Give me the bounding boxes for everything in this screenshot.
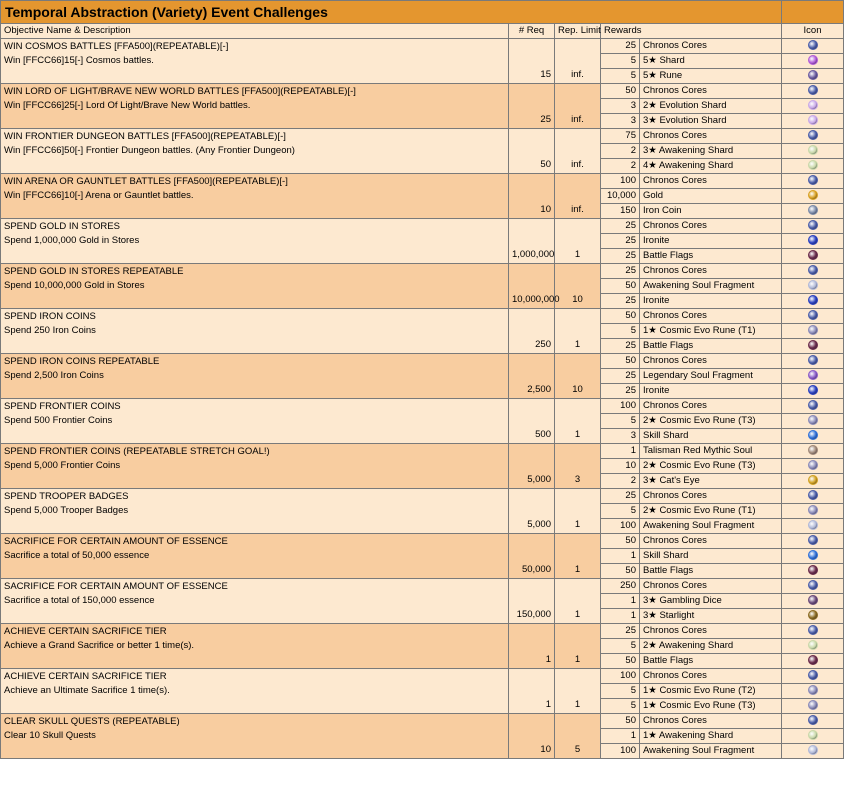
reward-item: 1★ Cosmic Evo Rune (T3)	[640, 699, 782, 714]
rep-limit-value: inf.	[555, 174, 601, 219]
reward-amount: 5	[601, 699, 640, 714]
objective-name: SPEND IRON COINS	[4, 311, 96, 322]
req-value: 1	[509, 669, 555, 714]
reward-icon-cell	[782, 639, 844, 654]
reward-item: Chronos Cores	[640, 399, 782, 414]
rep-limit-value: 10	[555, 264, 601, 309]
skill-shard-icon	[808, 550, 818, 560]
challenge-row	[1, 174, 844, 189]
cats-eye-icon	[808, 475, 818, 485]
rep-limit-value: 3	[555, 444, 601, 489]
ironite-icon	[808, 385, 818, 395]
objective-cell	[1, 714, 509, 759]
rep-limit-value: 1	[555, 399, 601, 444]
reward-amount: 1	[601, 729, 640, 744]
rep-limit-value: 5	[555, 714, 601, 759]
reward-item: Ironite	[640, 384, 782, 399]
req-value: 10,000,000	[509, 264, 555, 309]
reward-item: Chronos Cores	[640, 129, 782, 144]
objective-description: Spend 5,000 Frontier Coins	[4, 460, 121, 471]
cosmic-evo-rune-icon	[808, 325, 818, 335]
objective-name: CLEAR SKULL QUESTS (REPEATABLE)	[4, 716, 180, 727]
reward-icon-cell	[782, 144, 844, 159]
soul-fragment-icon	[808, 520, 818, 530]
reward-item: 2★ Cosmic Evo Rune (T1)	[640, 504, 782, 519]
reward-icon-cell	[782, 279, 844, 294]
req-value: 5,000	[509, 489, 555, 534]
reward-amount: 25	[601, 489, 640, 504]
reward-amount: 50	[601, 714, 640, 729]
header-rep-limit: Rep. Limit	[555, 24, 601, 39]
reward-item: Iron Coin	[640, 204, 782, 219]
battle-flags-icon	[808, 250, 818, 260]
soul-fragment-icon	[808, 280, 818, 290]
reward-item: Chronos Cores	[640, 489, 782, 504]
reward-icon-cell	[782, 324, 844, 339]
chronos-cores-icon	[808, 40, 818, 50]
reward-amount: 100	[601, 519, 640, 534]
reward-amount: 5	[601, 684, 640, 699]
objective-description: Sacrifice a total of 150,000 essence	[4, 595, 155, 606]
objective-cell	[1, 489, 509, 534]
challenge-row	[1, 399, 844, 414]
challenge-row	[1, 84, 844, 99]
reward-item: 3★ Evolution Shard	[640, 114, 782, 129]
reward-icon-cell	[782, 309, 844, 324]
challenge-row	[1, 579, 844, 594]
reward-amount: 25	[601, 294, 640, 309]
reward-item: 3★ Cat's Eye	[640, 474, 782, 489]
cosmic-evo-rune-icon	[808, 700, 818, 710]
reward-item: 1★ Awakening Shard	[640, 729, 782, 744]
soul-fragment-icon	[808, 745, 818, 755]
reward-icon-cell	[782, 99, 844, 114]
reward-icon-cell	[782, 174, 844, 189]
req-value: 250	[509, 309, 555, 354]
reward-item: 5★ Rune	[640, 69, 782, 84]
iron-coin-icon	[808, 205, 818, 215]
awakening-shard-icon	[808, 145, 818, 155]
challenge-row	[1, 354, 844, 369]
reward-item: Chronos Cores	[640, 39, 782, 54]
talisman-icon	[808, 445, 818, 455]
reward-amount: 5	[601, 324, 640, 339]
objective-description: Spend 2,500 Iron Coins	[4, 370, 104, 381]
reward-amount: 2	[601, 144, 640, 159]
reward-icon-cell	[782, 234, 844, 249]
chronos-cores-icon	[808, 85, 818, 95]
objective-description: Spend 1,000,000 Gold in Stores	[4, 235, 140, 246]
reward-item: Battle Flags	[640, 654, 782, 669]
reward-item: 4★ Awakening Shard	[640, 159, 782, 174]
challenge-row	[1, 129, 844, 144]
req-value: 1,000,000	[509, 219, 555, 264]
reward-item: Ironite	[640, 234, 782, 249]
reward-amount: 5	[601, 54, 640, 69]
reward-item: Chronos Cores	[640, 219, 782, 234]
objective-name: SPEND GOLD IN STORES	[4, 221, 120, 232]
battle-flags-icon	[808, 655, 818, 665]
reward-icon-cell	[782, 54, 844, 69]
reward-amount: 150	[601, 204, 640, 219]
reward-icon-cell	[782, 264, 844, 279]
reward-item: Chronos Cores	[640, 534, 782, 549]
header-row	[1, 24, 844, 39]
objective-description: Win [FFCC66]15[-] Cosmos battles.	[4, 55, 154, 66]
reward-icon-cell	[782, 39, 844, 54]
reward-amount: 2	[601, 474, 640, 489]
rep-limit-value: 1	[555, 489, 601, 534]
reward-amount: 1	[601, 609, 640, 624]
objective-name: ACHIEVE CERTAIN SACRIFICE TIER	[4, 626, 167, 637]
cosmic-evo-rune-icon	[808, 685, 818, 695]
legendary-soul-fragment-icon	[808, 370, 818, 380]
objective-cell	[1, 579, 509, 624]
ironite-icon	[808, 295, 818, 305]
reward-amount: 100	[601, 669, 640, 684]
objective-cell	[1, 39, 509, 84]
chronos-cores-icon	[808, 130, 818, 140]
objective-name: SPEND GOLD IN STORES REPEATABLE	[4, 266, 184, 277]
rep-limit-value: 1	[555, 219, 601, 264]
reward-icon-cell	[782, 459, 844, 474]
objective-description: Win [FFCC66]25[-] Lord Of Light/Brave New World battles.	[4, 100, 251, 111]
reward-item: 3★ Awakening Shard	[640, 144, 782, 159]
challenge-row	[1, 309, 844, 324]
reward-item: Chronos Cores	[640, 624, 782, 639]
reward-item: Chronos Cores	[640, 714, 782, 729]
reward-item: Chronos Cores	[640, 579, 782, 594]
reward-icon-cell	[782, 684, 844, 699]
reward-amount: 10,000	[601, 189, 640, 204]
challenge-row	[1, 534, 844, 549]
reward-icon-cell	[782, 534, 844, 549]
reward-amount: 100	[601, 744, 640, 759]
reward-amount: 5	[601, 639, 640, 654]
objective-cell	[1, 399, 509, 444]
objective-name: WIN FRONTIER DUNGEON BATTLES [FFA500](REPEATABLE)[-]	[4, 131, 286, 142]
reward-item: 3★ Starlight	[640, 609, 782, 624]
reward-item: Legendary Soul Fragment	[640, 369, 782, 384]
req-value: 10	[509, 174, 555, 219]
objective-cell	[1, 309, 509, 354]
objective-name: SPEND TROOPER BADGES	[4, 491, 129, 502]
objective-description: Achieve a Grand Sacrifice or better 1 time(s).	[4, 640, 195, 651]
reward-amount: 25	[601, 369, 640, 384]
objective-cell	[1, 264, 509, 309]
reward-icon-cell	[782, 114, 844, 129]
objective-cell	[1, 219, 509, 264]
objective-description: Spend 500 Frontier Coins	[4, 415, 113, 426]
reward-amount: 50	[601, 354, 640, 369]
reward-item: Gold	[640, 189, 782, 204]
reward-amount: 25	[601, 339, 640, 354]
chronos-cores-icon	[808, 400, 818, 410]
reward-item: Skill Shard	[640, 429, 782, 444]
reward-amount: 50	[601, 534, 640, 549]
reward-icon-cell	[782, 714, 844, 729]
battle-flags-icon	[808, 565, 818, 575]
reward-amount: 3	[601, 114, 640, 129]
awakening-shard-icon	[808, 730, 818, 740]
reward-icon-cell	[782, 474, 844, 489]
req-value: 5,000	[509, 444, 555, 489]
awakening-shard-icon	[808, 640, 818, 650]
reward-icon-cell	[782, 699, 844, 714]
reward-amount: 25	[601, 264, 640, 279]
reward-icon-cell	[782, 339, 844, 354]
objective-cell	[1, 174, 509, 219]
reward-icon-cell	[782, 504, 844, 519]
reward-amount: 3	[601, 99, 640, 114]
reward-amount: 25	[601, 219, 640, 234]
sheet-title: Temporal Abstraction (Variety) Event Challenges	[1, 1, 782, 24]
reward-icon-cell	[782, 354, 844, 369]
evolution-shard-icon	[808, 115, 818, 125]
chronos-cores-icon	[808, 220, 818, 230]
reward-icon-cell	[782, 444, 844, 459]
reward-icon-cell	[782, 729, 844, 744]
rep-limit-value: inf.	[555, 129, 601, 174]
reward-icon-cell	[782, 69, 844, 84]
battle-flags-icon	[808, 340, 818, 350]
awakening-shard-icon	[808, 160, 818, 170]
req-value: 1	[509, 624, 555, 669]
reward-item: Battle Flags	[640, 249, 782, 264]
reward-icon-cell	[782, 219, 844, 234]
reward-item: 2★ Cosmic Evo Rune (T3)	[640, 459, 782, 474]
objective-cell	[1, 84, 509, 129]
reward-amount: 5	[601, 504, 640, 519]
reward-icon-cell	[782, 609, 844, 624]
cosmic-evo-rune-icon	[808, 505, 818, 515]
reward-item: Chronos Cores	[640, 84, 782, 99]
reward-icon-cell	[782, 669, 844, 684]
objective-name: WIN LORD OF LIGHT/BRAVE NEW WORLD BATTLES [FFA500](REPEATABLE)[-]	[4, 86, 356, 97]
rep-limit-value: 1	[555, 534, 601, 579]
chronos-cores-icon	[808, 625, 818, 635]
objective-description: Spend 10,000,000 Gold in Stores	[4, 280, 145, 291]
reward-amount: 10	[601, 459, 640, 474]
reward-amount: 250	[601, 579, 640, 594]
req-value: 25	[509, 84, 555, 129]
chronos-cores-icon	[808, 175, 818, 185]
reward-amount: 50	[601, 654, 640, 669]
reward-item: Chronos Cores	[640, 309, 782, 324]
chronos-cores-icon	[808, 715, 818, 725]
reward-icon-cell	[782, 249, 844, 264]
reward-item: Battle Flags	[640, 564, 782, 579]
challenge-row	[1, 444, 844, 459]
chronos-cores-icon	[808, 265, 818, 275]
reward-icon-cell	[782, 384, 844, 399]
rep-limit-value: inf.	[555, 39, 601, 84]
objective-description: Win [FFCC66]10[-] Arena or Gauntlet battles.	[4, 190, 194, 201]
gambling-dice-icon	[808, 595, 818, 605]
challenge-row	[1, 219, 844, 234]
reward-amount: 25	[601, 249, 640, 264]
reward-icon-cell	[782, 204, 844, 219]
objective-name: SACRIFICE FOR CERTAIN AMOUNT OF ESSENCE	[4, 536, 228, 547]
rep-limit-value: 10	[555, 354, 601, 399]
gold-icon	[808, 190, 818, 200]
rep-limit-value: 1	[555, 309, 601, 354]
reward-item: Awakening Soul Fragment	[640, 519, 782, 534]
reward-icon-cell	[782, 414, 844, 429]
title-spacer	[782, 1, 844, 24]
req-value: 50	[509, 129, 555, 174]
req-value: 500	[509, 399, 555, 444]
challenge-row	[1, 714, 844, 729]
reward-amount: 75	[601, 129, 640, 144]
reward-item: 1★ Cosmic Evo Rune (T2)	[640, 684, 782, 699]
objective-cell	[1, 354, 509, 399]
reward-item: 3★ Gambling Dice	[640, 594, 782, 609]
reward-amount: 100	[601, 399, 640, 414]
chronos-cores-icon	[808, 670, 818, 680]
reward-item: Chronos Cores	[640, 354, 782, 369]
challenge-row	[1, 669, 844, 684]
header-icon: Icon	[782, 24, 844, 39]
reward-icon-cell	[782, 519, 844, 534]
objective-description: Sacrifice a total of 50,000 essence	[4, 550, 150, 561]
chronos-cores-icon	[808, 580, 818, 590]
reward-amount: 100	[601, 174, 640, 189]
reward-amount: 1	[601, 549, 640, 564]
reward-icon-cell	[782, 129, 844, 144]
reward-amount: 2	[601, 159, 640, 174]
reward-item: 2★ Awakening Shard	[640, 639, 782, 654]
reward-amount: 3	[601, 429, 640, 444]
shard-icon	[808, 55, 818, 65]
cosmic-evo-rune-icon	[808, 460, 818, 470]
reward-amount: 50	[601, 84, 640, 99]
cosmic-evo-rune-icon	[808, 415, 818, 425]
challenge-row	[1, 264, 844, 279]
req-value: 150,000	[509, 579, 555, 624]
reward-icon-cell	[782, 189, 844, 204]
reward-item: Chronos Cores	[640, 669, 782, 684]
reward-icon-cell	[782, 429, 844, 444]
reward-amount: 1	[601, 594, 640, 609]
reward-amount: 50	[601, 564, 640, 579]
objective-description: Spend 5,000 Trooper Badges	[4, 505, 129, 516]
evolution-shard-icon	[808, 100, 818, 110]
objective-description: Achieve an Ultimate Sacrifice 1 time(s).	[4, 685, 170, 696]
chronos-cores-icon	[808, 535, 818, 545]
starlight-icon	[808, 610, 818, 620]
reward-item: 1★ Cosmic Evo Rune (T1)	[640, 324, 782, 339]
objective-cell	[1, 444, 509, 489]
reward-icon-cell	[782, 159, 844, 174]
chronos-cores-icon	[808, 310, 818, 320]
req-value: 50,000	[509, 534, 555, 579]
reward-item: Awakening Soul Fragment	[640, 744, 782, 759]
header-req: # Req	[509, 24, 555, 39]
rep-limit-value: 1	[555, 669, 601, 714]
title-row	[1, 1, 844, 24]
reward-icon-cell	[782, 594, 844, 609]
challenge-row	[1, 624, 844, 639]
reward-amount: 25	[601, 384, 640, 399]
reward-item: Chronos Cores	[640, 264, 782, 279]
objective-name: WIN ARENA OR GAUNTLET BATTLES [FFA500](REPEATABLE)[-]	[4, 176, 288, 187]
reward-item: Battle Flags	[640, 339, 782, 354]
reward-icon-cell	[782, 579, 844, 594]
reward-icon-cell	[782, 564, 844, 579]
reward-amount: 50	[601, 309, 640, 324]
objective-name: SACRIFICE FOR CERTAIN AMOUNT OF ESSENCE	[4, 581, 228, 592]
reward-amount: 5	[601, 414, 640, 429]
rep-limit-value: inf.	[555, 84, 601, 129]
objective-cell	[1, 129, 509, 174]
reward-icon-cell	[782, 294, 844, 309]
objective-name: SPEND FRONTIER COINS	[4, 401, 121, 412]
reward-item: 2★ Evolution Shard	[640, 99, 782, 114]
objective-cell	[1, 624, 509, 669]
challenge-row	[1, 489, 844, 504]
objective-name: SPEND IRON COINS REPEATABLE	[4, 356, 160, 367]
objective-name: WIN COSMOS BATTLES [FFA500](REPEATABLE)[-]	[4, 41, 229, 52]
objective-name: ACHIEVE CERTAIN SACRIFICE TIER	[4, 671, 167, 682]
reward-item: Ironite	[640, 294, 782, 309]
header-rewards: Rewards	[601, 24, 782, 39]
objective-cell	[1, 534, 509, 579]
reward-icon-cell	[782, 744, 844, 759]
objective-description: Win [FFCC66]50[-] Frontier Dungeon battles. (Any Frontier Dungeon)	[4, 145, 295, 156]
reward-icon-cell	[782, 369, 844, 384]
challenge-row	[1, 39, 844, 54]
req-value: 2,500	[509, 354, 555, 399]
reward-amount: 5	[601, 69, 640, 84]
reward-item: 2★ Cosmic Evo Rune (T3)	[640, 414, 782, 429]
req-value: 15	[509, 39, 555, 84]
chronos-cores-icon	[808, 490, 818, 500]
reward-item: Awakening Soul Fragment	[640, 279, 782, 294]
reward-icon-cell	[782, 654, 844, 669]
req-value: 10	[509, 714, 555, 759]
reward-amount: 25	[601, 234, 640, 249]
reward-icon-cell	[782, 549, 844, 564]
rep-limit-value: 1	[555, 624, 601, 669]
objective-cell	[1, 669, 509, 714]
skill-shard-icon	[808, 430, 818, 440]
reward-item: Talisman Red Mythic Soul	[640, 444, 782, 459]
header-objective: Objective Name & Description	[1, 24, 509, 39]
reward-item: Skill Shard	[640, 549, 782, 564]
reward-amount: 1	[601, 444, 640, 459]
objective-description: Spend 250 Iron Coins	[4, 325, 96, 336]
rep-limit-value: 1	[555, 579, 601, 624]
reward-item: Chronos Cores	[640, 174, 782, 189]
reward-icon-cell	[782, 84, 844, 99]
chronos-cores-icon	[808, 355, 818, 365]
objective-description: Clear 10 Skull Quests	[4, 730, 96, 741]
reward-icon-cell	[782, 489, 844, 504]
rune-icon	[808, 70, 818, 80]
reward-item: 5★ Shard	[640, 54, 782, 69]
reward-icon-cell	[782, 624, 844, 639]
reward-amount: 50	[601, 279, 640, 294]
reward-icon-cell	[782, 399, 844, 414]
ironite-icon	[808, 235, 818, 245]
reward-amount: 25	[601, 624, 640, 639]
objective-name: SPEND FRONTIER COINS (REPEATABLE STRETCH GOAL!)	[4, 446, 270, 457]
reward-amount: 25	[601, 39, 640, 54]
